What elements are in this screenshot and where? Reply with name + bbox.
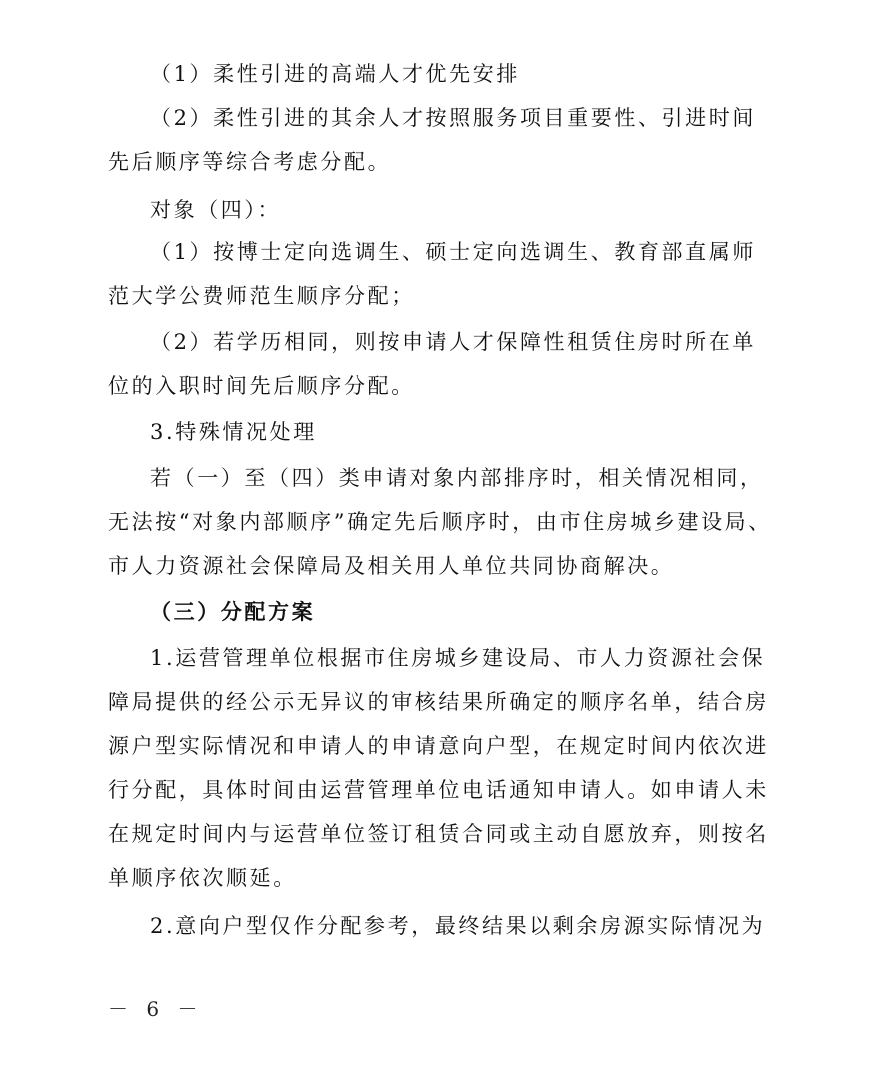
text-line: 行分配，具体时间由运营管理单位电话通知申请人。如申请人未	[108, 778, 769, 802]
text-line: 先后顺序等综合考虑分配。	[108, 150, 392, 174]
paragraph-6	[108, 410, 748, 454]
paragraph-10	[108, 904, 766, 948]
text-line: （2）柔性引进的其余人才按照服务项目重要性、引进时间	[150, 106, 756, 130]
section-heading	[108, 590, 748, 634]
text-line: 范大学公费师范生顺序分配；	[108, 284, 415, 308]
paragraph-1	[108, 52, 748, 96]
text-line: （2）若学历相同，则按申请人才保障性租赁住房时所在单	[150, 330, 756, 354]
paragraph-4	[108, 230, 756, 318]
text-line: 单顺序依次顺延。	[108, 866, 297, 890]
text-line: 对象（四）：	[150, 198, 282, 222]
text-line: 1.运营管理单位根据市住房城乡建设局、市人力资源社会保	[150, 646, 766, 670]
text-line: 2.意向户型仅作分配参考，最终结果以剩余房源实际情况为	[150, 914, 766, 938]
text-line: 源户型实际情况和申请人的申请意向户型，在规定时间内依次进	[108, 734, 769, 758]
paragraph-7	[108, 456, 772, 588]
text-line: 市人力资源社会保障局及相关用人单位共同协商解决。	[108, 554, 675, 578]
page-number: － 6 －	[108, 997, 204, 1021]
text-line: （1）柔性引进的高端人才优先安排	[150, 62, 520, 86]
paragraph-3	[108, 188, 748, 232]
paragraph-5	[108, 320, 756, 408]
text-line: 在规定时间内与运营单位签订租赁合同或主动自愿放弃，则按名	[108, 822, 769, 846]
text-line: 若（一）至（四）类申请对象内部排序时，相关情况相同，	[150, 466, 764, 490]
text-line: （三）分配方案	[150, 599, 316, 624]
text-line: 障局提供的经公示无异议的审核结果所确定的顺序名单，结合房	[108, 690, 769, 714]
paragraph-9	[108, 636, 769, 900]
text-line: 3.特殊情况处理	[150, 420, 317, 444]
paragraph-2	[108, 96, 756, 184]
text-line: 无法按“对象内部顺序”确定先后顺序时，由市住房城乡建设局、	[108, 510, 772, 534]
text-line: 位的入职时间先后顺序分配。	[108, 374, 415, 398]
text-line: （1）按博士定向选调生、硕士定向选调生、教育部直属师	[150, 240, 756, 264]
